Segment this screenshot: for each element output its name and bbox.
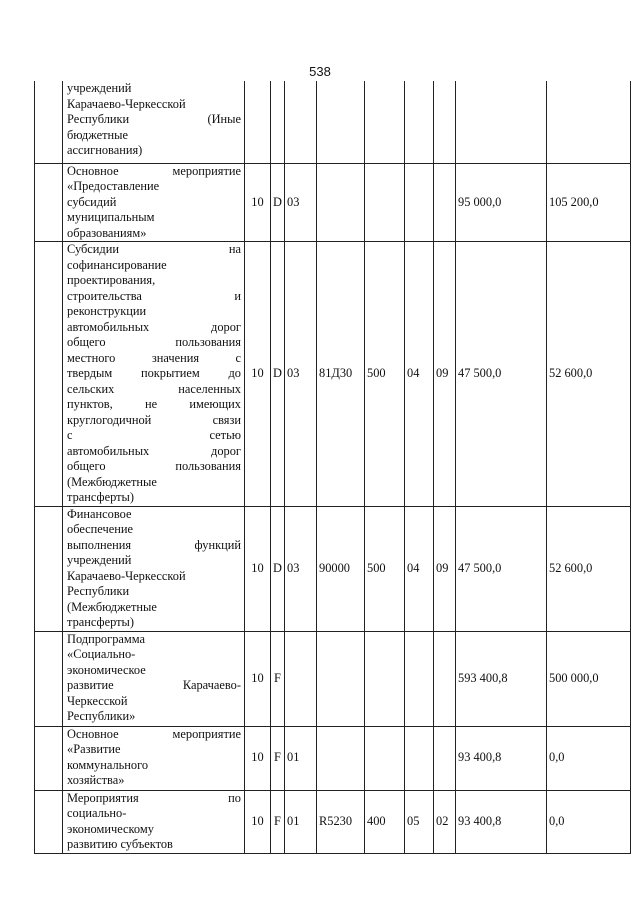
- row-number-cell: [35, 81, 63, 163]
- row-number-cell: [35, 506, 63, 631]
- description-cell: [63, 726, 245, 790]
- amount-year2-cell: [547, 81, 631, 163]
- table-row: [35, 506, 631, 631]
- description-line: трансферты): [67, 490, 134, 504]
- description-cell: [63, 790, 245, 853]
- description-line: экономическому: [67, 821, 154, 836]
- table-row: [35, 163, 631, 242]
- amount-year2-cell: 500 000,0: [547, 631, 631, 726]
- event-code-cell: 03: [285, 163, 317, 242]
- description-line: муниципальным: [67, 210, 155, 224]
- amount-year1-cell: 593 400,8: [456, 631, 547, 726]
- description-line: Черкесской: [67, 693, 128, 708]
- description-line: развитие Карачаево-: [67, 678, 241, 692]
- table-row: [35, 242, 631, 507]
- description-line: «Предоставление: [67, 179, 160, 193]
- section-code-cell: [245, 81, 271, 163]
- subsection-cell: 09: [434, 506, 456, 631]
- direction-code-cell: [317, 631, 365, 726]
- description-line: автомобильных дорог: [67, 319, 241, 334]
- amount-year2-cell: 52 600,0: [547, 506, 631, 631]
- event-code-cell: 01: [285, 726, 317, 790]
- description-line: обеспечение: [67, 522, 133, 536]
- description-line: «Социально-: [67, 647, 136, 661]
- program-code-cell: F: [271, 790, 285, 853]
- row-number-cell: [35, 726, 63, 790]
- description-line: Республики»: [67, 709, 136, 723]
- section-code-cell: 10: [245, 790, 271, 853]
- description-line: развитию субъектов: [67, 837, 173, 851]
- description-line: пунктов, не имеющих: [67, 397, 241, 411]
- direction-code-cell: [317, 81, 365, 163]
- event-code-cell: 03: [285, 242, 317, 507]
- description-cell: [63, 631, 245, 726]
- amount-year1-cell: 95 000,0: [456, 163, 547, 242]
- description-line: Республики: [67, 584, 130, 598]
- amount-year1-cell: 93 400,8: [456, 790, 547, 853]
- description-line: софинансирование: [67, 257, 167, 272]
- description-line: местного значения с: [67, 350, 241, 365]
- description-line: хозяйства»: [67, 773, 125, 787]
- program-code-cell: [271, 81, 285, 163]
- description-line: общего пользования: [67, 459, 241, 473]
- row-number-cell: [35, 242, 63, 507]
- event-code-cell: [285, 81, 317, 163]
- description-line: «Развитие: [67, 742, 121, 756]
- description-line: субсидий: [67, 194, 117, 209]
- section-cell: 05: [405, 790, 434, 853]
- direction-code-cell: 81Д30: [317, 242, 365, 507]
- description-line: проектирования,: [67, 273, 156, 287]
- description-line: ассигнования): [67, 143, 143, 157]
- description-line: строительства и: [67, 288, 241, 303]
- event-code-cell: [285, 631, 317, 726]
- description-cell: [63, 163, 245, 242]
- amount-year2-cell: 0,0: [547, 790, 631, 853]
- section-cell: [405, 631, 434, 726]
- program-code-cell: F: [271, 631, 285, 726]
- expense-type-cell: [365, 726, 405, 790]
- description-cell: [63, 242, 245, 507]
- description-line: автомобильных дорог: [67, 443, 241, 458]
- amount-year2-cell: 105 200,0: [547, 163, 631, 242]
- description-line: выполнения функций: [67, 537, 241, 552]
- row-number-cell: [35, 790, 63, 853]
- description-line: (Межбюджетные: [67, 599, 157, 614]
- amount-year1-cell: [456, 81, 547, 163]
- section-code-cell: 10: [245, 242, 271, 507]
- description-line: реконструкции: [67, 304, 147, 318]
- expense-type-cell: [365, 163, 405, 242]
- section-cell: 04: [405, 506, 434, 631]
- description-line: Мероприятия по: [67, 790, 241, 805]
- description-line: Субсидии на: [67, 242, 241, 256]
- table-body: [35, 81, 631, 853]
- description-line: общего пользования: [67, 335, 241, 349]
- program-code-cell: D: [271, 163, 285, 242]
- description-line: трансферты): [67, 615, 134, 629]
- event-code-cell: 01: [285, 790, 317, 853]
- description-line: Подпрограмма: [67, 631, 145, 646]
- subsection-cell: 02: [434, 790, 456, 853]
- description-line: Карачаево-Черкесской: [67, 96, 186, 111]
- direction-code-cell: [317, 726, 365, 790]
- subsection-cell: [434, 163, 456, 242]
- description-line: социально-: [67, 806, 127, 820]
- description-line: круглогодичной связи: [67, 412, 241, 427]
- expense-type-cell: [365, 81, 405, 163]
- direction-code-cell: R5230: [317, 790, 365, 853]
- subsection-cell: [434, 726, 456, 790]
- description-line: Финансовое: [67, 506, 132, 521]
- program-code-cell: D: [271, 242, 285, 507]
- description-line: коммунального: [67, 757, 149, 772]
- section-cell: [405, 163, 434, 242]
- description-line: Основное мероприятие: [67, 726, 241, 741]
- description-line: экономическое: [67, 662, 146, 677]
- table-row: [35, 631, 631, 726]
- description-line: Основное мероприятие: [67, 163, 241, 178]
- expense-type-cell: 500: [365, 242, 405, 507]
- amount-year2-cell: 52 600,0: [547, 242, 631, 507]
- direction-code-cell: [317, 163, 365, 242]
- subsection-cell: [434, 81, 456, 163]
- subsection-cell: [434, 631, 456, 726]
- amount-year1-cell: 47 500,0: [456, 242, 547, 507]
- row-number-cell: [35, 163, 63, 242]
- table-row: [35, 81, 631, 163]
- description-line: твердым покрытием до: [67, 366, 241, 380]
- table-row: [35, 726, 631, 790]
- section-code-cell: 10: [245, 506, 271, 631]
- expense-type-cell: 500: [365, 506, 405, 631]
- subsection-cell: 09: [434, 242, 456, 507]
- description-cell: [63, 506, 245, 631]
- section-cell: 04: [405, 242, 434, 507]
- section-cell: [405, 81, 434, 163]
- event-code-cell: 03: [285, 506, 317, 631]
- program-code-cell: F: [271, 726, 285, 790]
- amount-year1-cell: 47 500,0: [456, 506, 547, 631]
- description-line: учреждений: [67, 81, 132, 95]
- description-line: (Межбюджетные: [67, 474, 157, 489]
- section-code-cell: 10: [245, 631, 271, 726]
- description-line: образованиям»: [67, 225, 147, 240]
- page-number: 538: [309, 64, 331, 79]
- description-line: учреждений: [67, 553, 132, 567]
- section-cell: [405, 726, 434, 790]
- description-line: Республики (Иные: [67, 112, 241, 126]
- row-number-cell: [35, 631, 63, 726]
- table-row: [35, 790, 631, 853]
- direction-code-cell: 90000: [317, 506, 365, 631]
- section-code-cell: 10: [245, 726, 271, 790]
- expense-type-cell: 400: [365, 790, 405, 853]
- section-code-cell: 10: [245, 163, 271, 242]
- description-cell: [63, 81, 245, 163]
- amount-year1-cell: 93 400,8: [456, 726, 547, 790]
- description-line: бюджетные: [67, 127, 129, 142]
- description-line: Карачаево-Черкесской: [67, 568, 186, 583]
- expense-type-cell: [365, 631, 405, 726]
- description-line: с сетью: [67, 428, 241, 442]
- program-code-cell: D: [271, 506, 285, 631]
- amount-year2-cell: 0,0: [547, 726, 631, 790]
- budget-table: [34, 81, 631, 854]
- description-line: сельских населенных: [67, 381, 241, 396]
